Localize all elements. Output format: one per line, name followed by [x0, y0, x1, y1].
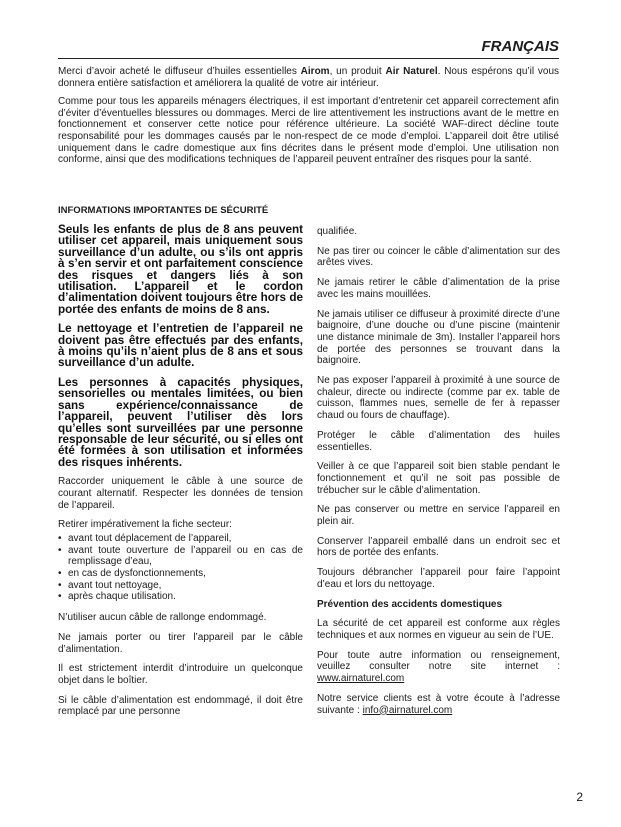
header-divider	[58, 58, 559, 59]
safety-paragraph: Ne jamais utiliser ce diffuseur à proximité directe d’une baignoire, d’une douche ou d’une piscine (maintenir une distance minimale de 3m). Installer l’appareil hors de portée des personnes se trouvant dans la baignoire.	[317, 308, 560, 367]
prevention-text: Notre service clients est à votre écoute à l’adresse suivante :	[317, 692, 560, 716]
safety-paragraph: Veiller à ce que l’appareil soit bien stable pendant le fonctionnement et qu’il ne soit pas possible de trébucher sur le câble d’alimentation.	[317, 461, 560, 496]
language-heading: FRANÇAIS	[481, 38, 559, 55]
brand-name: Air Naturel	[385, 66, 438, 77]
left-column	[58, 224, 303, 726]
intro-text: . Nous espérons qu’il vous donnera entière satisfaction et améliorera la qualité de votre air intérieur.	[58, 66, 560, 89]
email-link[interactable]: info@airnaturel.com	[362, 704, 453, 716]
list-item: • après chaque utilisation.	[58, 591, 303, 603]
safety-section-title: INFORMATIONS IMPORTANTES DE SÉCURITÉ	[58, 205, 269, 216]
intro-paragraph-2: Comme pour tous les appareils ménagers électriques, il est important d’entretenir cet appareil correctement afin d’éviter d’éventuelles blessures ou dommages. Merci de lire attentivement les instructions avant de le mettre en fonctionnement et conserver cette notice pour référence ultérieure. La société WAF-direct décline toute responsabilité pour les dommages causés par le non-respect de ce mode d’emploi. L’appareil doit être utilisé uniquement dans le cadre domestique aux fins décrites dans le présent mode d’emploi. Une utilisation non conforme, ainsi que des modifications techniques de l’appareil peuvent entraîner des risques pour la santé.	[58, 96, 559, 166]
prevention-title: Prévention des accidents domestiques	[317, 598, 503, 610]
intro-paragraph-1	[58, 66, 559, 89]
safety-paragraph: Ne pas tirer ou coincer le câble d’alimentation sur des arêtes vives.	[317, 245, 560, 269]
safety-paragraph: Ne pas exposer l’appareil à proximité à une source de chaleur, directe ou indirecte (comme par ex. table de cuisson, flammes nues, semelle de fer à repasser chaud ou fours de chauffage).	[317, 375, 560, 422]
safety-paragraph: Ne jamais retirer le câble d’alimentation de la prise avec les mains mouillées.	[317, 277, 560, 300]
safety-paragraph: Ne pas conserver ou mettre en service l’appareil en plein air.	[317, 504, 560, 528]
prevention-paragraph	[317, 693, 560, 716]
safety-paragraph: Si le câble d’alimentation est endommagé, il doit être remplacé par une personne	[58, 694, 303, 718]
safety-paragraph: Protéger le câble d’alimentation des huiles essentielles.	[317, 429, 560, 453]
safety-paragraph: qualifiée.	[317, 226, 358, 237]
website-link[interactable]: www.airnaturel.com	[317, 673, 405, 685]
list-item: • avant toute ouverture de l’appareil ou en cas de remplissage d’eau,	[58, 545, 303, 568]
right-column	[317, 226, 560, 724]
safety-paragraph: Il est strictement interdit d’introduire un quelconque objet dans le boîtier.	[58, 663, 303, 686]
list-item: • avant tout nettoyage,	[58, 580, 303, 592]
intro-section	[58, 66, 559, 173]
warning-cleaning: Le nettoyage et l’entretien de l’appareil ne doivent pas être effectués par des enfants, à moins qu’ils n’aient plus de 8 ans et sous surveillance d’un adulte.	[58, 322, 303, 370]
prevention-text: Pour toute autre information ou renseignement, veuillez consulter notre site internet :	[317, 649, 560, 673]
prevention-paragraph: La sécurité de cet appareil est conforme aux règles techniques et aux normes en vigueur au sein de l’UE.	[317, 618, 560, 641]
warning-children: Seuls les enfants de plus de 8 ans peuvent utiliser cet appareil, mais uniquement sous surveillance d’un adulte, ou s’ils ont appris à s’en servir et ont parfaitement conscience des risques et dangers liés à son utilisation. L’appareil et le cordon d’alimentation doivent toujours être hors de portée des enfants de moins de 8 ans.	[58, 223, 303, 316]
product-name: Airom	[300, 66, 330, 77]
warning-reduced-capacity: Les personnes à capacités physiques, sensorielles ou mentales limitées, ou bien sans expérience/connaissance de l’appareil, peuvent l’utiliser dès lors qu’elles sont surveillées par une personne responsable de leur sécurité, ou si elles ont été formées à son utilisation et informées des risques inhérents.	[58, 375, 303, 469]
safety-paragraph: Toujours débrancher l’appareil pour faire l’appoint d’eau et lors du nettoyage.	[317, 567, 560, 590]
safety-paragraph: Ne jamais porter ou tirer l’appareil par le câble d’alimentation.	[58, 631, 303, 655]
list-item: • avant tout déplacement de l’appareil,	[58, 533, 303, 545]
safety-paragraph: N’utiliser aucun câble de rallonge endommagé.	[58, 612, 267, 624]
intro-text: , un produit	[329, 66, 386, 77]
page-number: 2	[576, 790, 583, 804]
safety-paragraph: Retirer impérativement la fiche secteur:	[58, 519, 232, 531]
intro-text: Merci d’avoir acheté le diffuseur d’huiles essentielles	[58, 66, 301, 77]
prevention-paragraph	[317, 650, 560, 685]
safety-paragraph: Conserver l’appareil emballé dans un endroit sec et hors de portée des enfants.	[317, 535, 560, 559]
unplug-list	[58, 533, 303, 603]
list-item: • en cas de dysfonctionnements,	[58, 568, 303, 580]
safety-paragraph: Raccorder uniquement le câble à une source de courant alternatif. Respecter les données de tension de l’appareil.	[58, 476, 303, 511]
